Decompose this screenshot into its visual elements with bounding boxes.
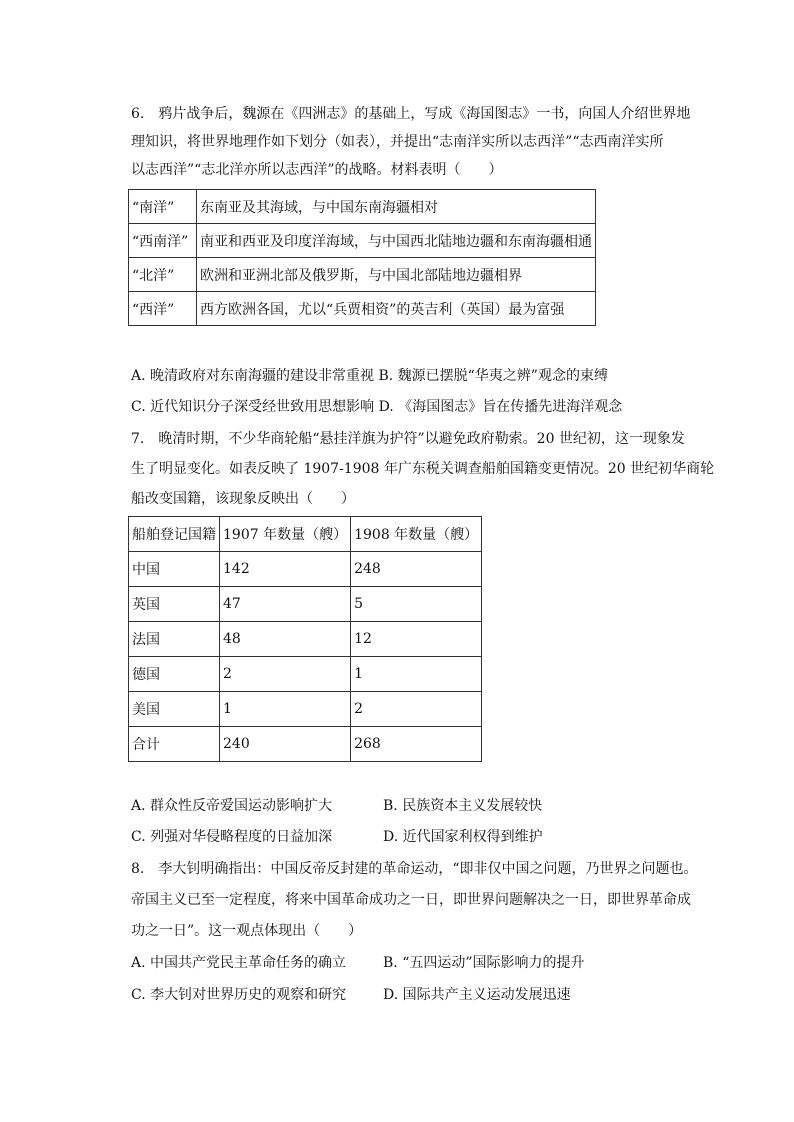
table-row	[129, 692, 482, 727]
q8-option-c: C. 李大钊对世界历史的观察和研究	[131, 987, 347, 1003]
header-cell: 1908 年数量（艘）	[351, 517, 482, 552]
table-row	[129, 622, 482, 657]
region-cell: “南洋”	[129, 190, 197, 224]
table-row	[129, 552, 482, 587]
count-1908-cell: 2	[351, 692, 482, 727]
table-row	[129, 258, 596, 292]
count-1908-cell: 248	[351, 552, 482, 587]
q8-option-b: B. “五四运动”国际影响力的提升	[383, 955, 585, 971]
count-1907-cell: 48	[220, 622, 351, 657]
country-cell: 法国	[129, 622, 220, 657]
count-1908-cell: 1	[351, 657, 482, 692]
count-1907-cell: 240	[220, 727, 351, 762]
country-cell: 合计	[129, 727, 220, 762]
count-1908-cell: 12	[351, 622, 482, 657]
table-row	[129, 224, 596, 258]
table-row	[129, 727, 482, 762]
country-cell: 美国	[129, 692, 220, 727]
q7-stem-line-1: 7. 晚清时期，不少华商轮船“悬挂洋旗为护符”以避免政府勒索。20 世纪初，这一现象发	[131, 431, 685, 447]
count-1908-cell: 268	[351, 727, 482, 762]
q6-table	[128, 189, 596, 326]
region-cell: “西洋”	[129, 292, 197, 326]
q7-option-c: C. 列强对华侵略程度的日益加深	[131, 829, 333, 845]
q8-stem-line-2: 帝国主义已至一定程度，将来中国革命成功之一日，即世界问题解决之一日，即世界革命成	[131, 892, 691, 908]
table-row	[129, 587, 482, 622]
region-desc-cell: 西方欧洲各国，尤以“兵贾相资”的英吉利（英国）最为富强	[197, 292, 596, 326]
region-desc-cell: 欧洲和亚洲北部及俄罗斯，与中国北部陆地边疆相界	[197, 258, 596, 292]
table-row	[129, 292, 596, 326]
table-row	[129, 190, 596, 224]
country-cell: 中国	[129, 552, 220, 587]
country-cell: 英国	[129, 587, 220, 622]
q6-options-line-2: C. 近代知识分子深受经世致用思想影响 D. 《海国图志》旨在传播先进海洋观念	[131, 399, 623, 415]
q8-option-a: A. 中国共产党民主革命任务的确立	[131, 955, 347, 971]
q6-stem-line-3: 以志西洋”“志北洋亦所以志西洋”的战略。材料表明（ ）	[131, 162, 503, 178]
q6-stem-line-1: 6. 鸦片战争后，魏源在《四洲志》的基础上，写成《海国图志》一书，向国人介绍世界地	[131, 106, 691, 122]
q7-option-a: A. 群众性反帝爱国运动影响扩大	[131, 798, 333, 814]
q7-stem-line-2: 生了明显变化。如表反映了 1907-1908 年广东税关调查船舶国籍变更情况。20 世纪初华商轮	[131, 461, 715, 477]
count-1907-cell: 47	[220, 587, 351, 622]
q7-table	[128, 516, 482, 762]
table-header-row	[129, 517, 482, 552]
q6-options-line-1: A. 晚清政府对东南海疆的建设非常重视 B. 魏源已摆脱“华夷之辨”观念的束缚	[131, 368, 608, 384]
count-1907-cell: 1	[220, 692, 351, 727]
count-1908-cell: 5	[351, 587, 482, 622]
q8-stem-line-3: 功之一日”。这一观点体现出（ ）	[131, 923, 363, 939]
q6-stem-line-2: 理知识，将世界地理作如下划分（如表），并提出“志南洋实所以志西洋”“志西南洋实所	[131, 134, 664, 150]
region-cell: “北洋”	[129, 258, 197, 292]
q8-option-d: D. 国际共产主义运动发展迅速	[383, 987, 571, 1003]
country-cell: 德国	[129, 657, 220, 692]
q8-stem-line-1: 8. 李大钊明确指出：中国反帝反封建的革命运动，“即非仅中国之问题，乃世界之问题也。	[131, 861, 698, 877]
q7-stem-line-3: 船改变国籍，该现象反映出（ ）	[131, 491, 355, 507]
region-desc-cell: 东南亚及其海域，与中国东南海疆相对	[197, 190, 596, 224]
region-cell: “西南洋”	[129, 224, 197, 258]
q7-option-b: B. 民族资本主义发展较快	[383, 798, 543, 814]
region-desc-cell: 南亚和西亚及印度洋海域，与中国西北陆地边疆和东南海疆相通	[197, 224, 596, 258]
table-row	[129, 657, 482, 692]
count-1907-cell: 2	[220, 657, 351, 692]
q7-option-d: D. 近代国家利权得到维护	[383, 829, 543, 845]
header-cell: 船舶登记国籍	[129, 517, 220, 552]
count-1907-cell: 142	[220, 552, 351, 587]
header-cell: 1907 年数量（艘）	[220, 517, 351, 552]
